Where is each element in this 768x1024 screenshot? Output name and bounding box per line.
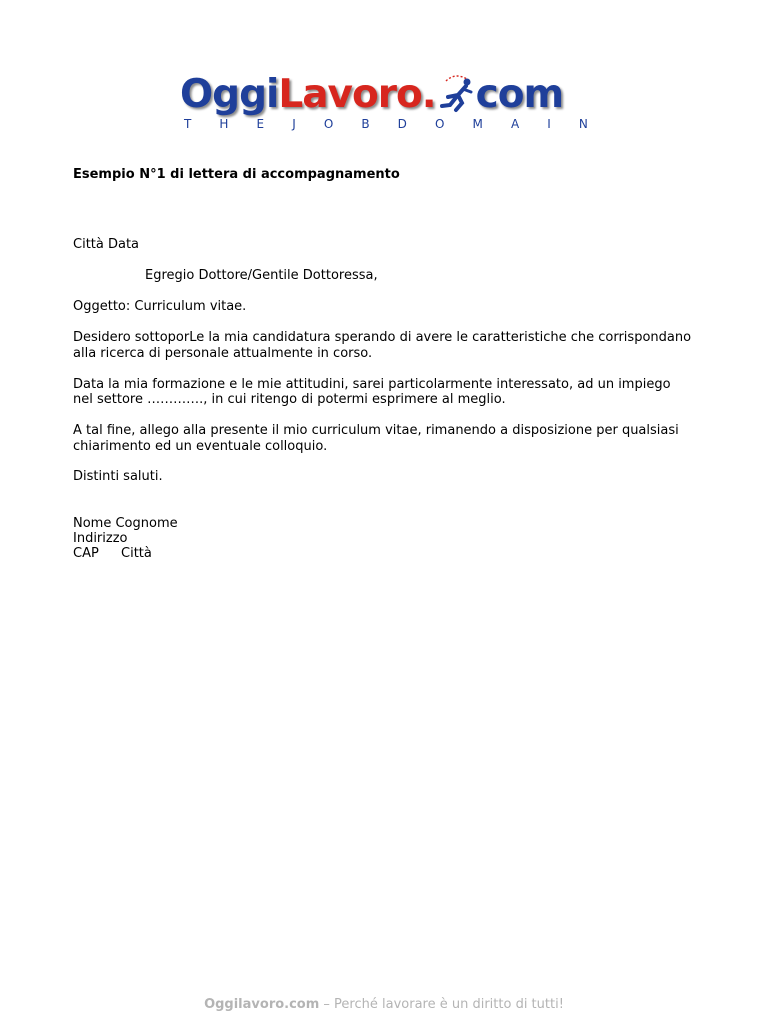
tagline-letter: M [472, 117, 483, 131]
footer-site-link[interactable]: Oggilavoro.com [204, 997, 320, 1012]
paragraph-2-line-2: nel settore …………., in cui ritengo di potermi esprimere al meglio. [73, 392, 506, 407]
closing: Distinti saluti. [73, 469, 163, 484]
logo-wordmark [180, 70, 563, 120]
tagline-letter: B [361, 117, 370, 131]
logo-word-com: com [475, 72, 564, 117]
tagline-letter: A [510, 117, 520, 131]
salutation: Egregio Dottore/Gentile Dottoressa, [145, 268, 378, 283]
tagline-letter: O [323, 117, 334, 131]
tagline-letter: O [435, 117, 445, 131]
tagline-letter: N [578, 117, 588, 131]
logo-word-lavoro: Lavoro. [278, 72, 436, 117]
logo-tagline [184, 117, 588, 131]
oggilavoro-logo [180, 70, 590, 134]
paragraph-1-line-2: alla ricerca di personale attualmente in corso. [73, 346, 373, 361]
paragraph-3-line-2: chiarimento ed un eventuale colloquio. [73, 439, 328, 454]
signature-address: Indirizzo [73, 531, 128, 546]
paragraph-1-line-1: Desidero sottoporLe la mia candidatura sperando di avere le caratteristiche che corrispondano [73, 330, 692, 345]
signature-name: Nome Cognome [73, 516, 178, 531]
signature-city: Città [121, 546, 152, 561]
tagline-letter: D [397, 117, 407, 131]
tagline-letter: H [219, 117, 229, 131]
tagline-letter: I [547, 117, 551, 131]
page-footer [0, 997, 768, 1013]
running-worker-icon [436, 73, 476, 113]
tagline-letter: J [292, 117, 296, 131]
paragraph-3-line-1: A tal fine, allego alla presente il mio curriculum vitae, rimanendo a disposizione per qualsiasi [73, 423, 679, 438]
place-date: Città Data [73, 237, 140, 252]
document-title: Esempio N°1 di lettera di accompagnamento [73, 167, 400, 182]
footer-motto: – Perché lavorare è un diritto di tutti! [319, 997, 564, 1012]
subject-line: Oggetto: Curriculum vitae. [73, 299, 247, 314]
signature-cap: CAP [73, 546, 99, 561]
logo-word-oggi: Oggi [180, 72, 279, 117]
paragraph-2-line-1: Data la mia formazione e le mie attitudini, sarei particolarmente interessato, ad un impiego [73, 377, 671, 392]
tagline-letter: E [256, 117, 265, 131]
tagline-letter: T [184, 117, 192, 131]
